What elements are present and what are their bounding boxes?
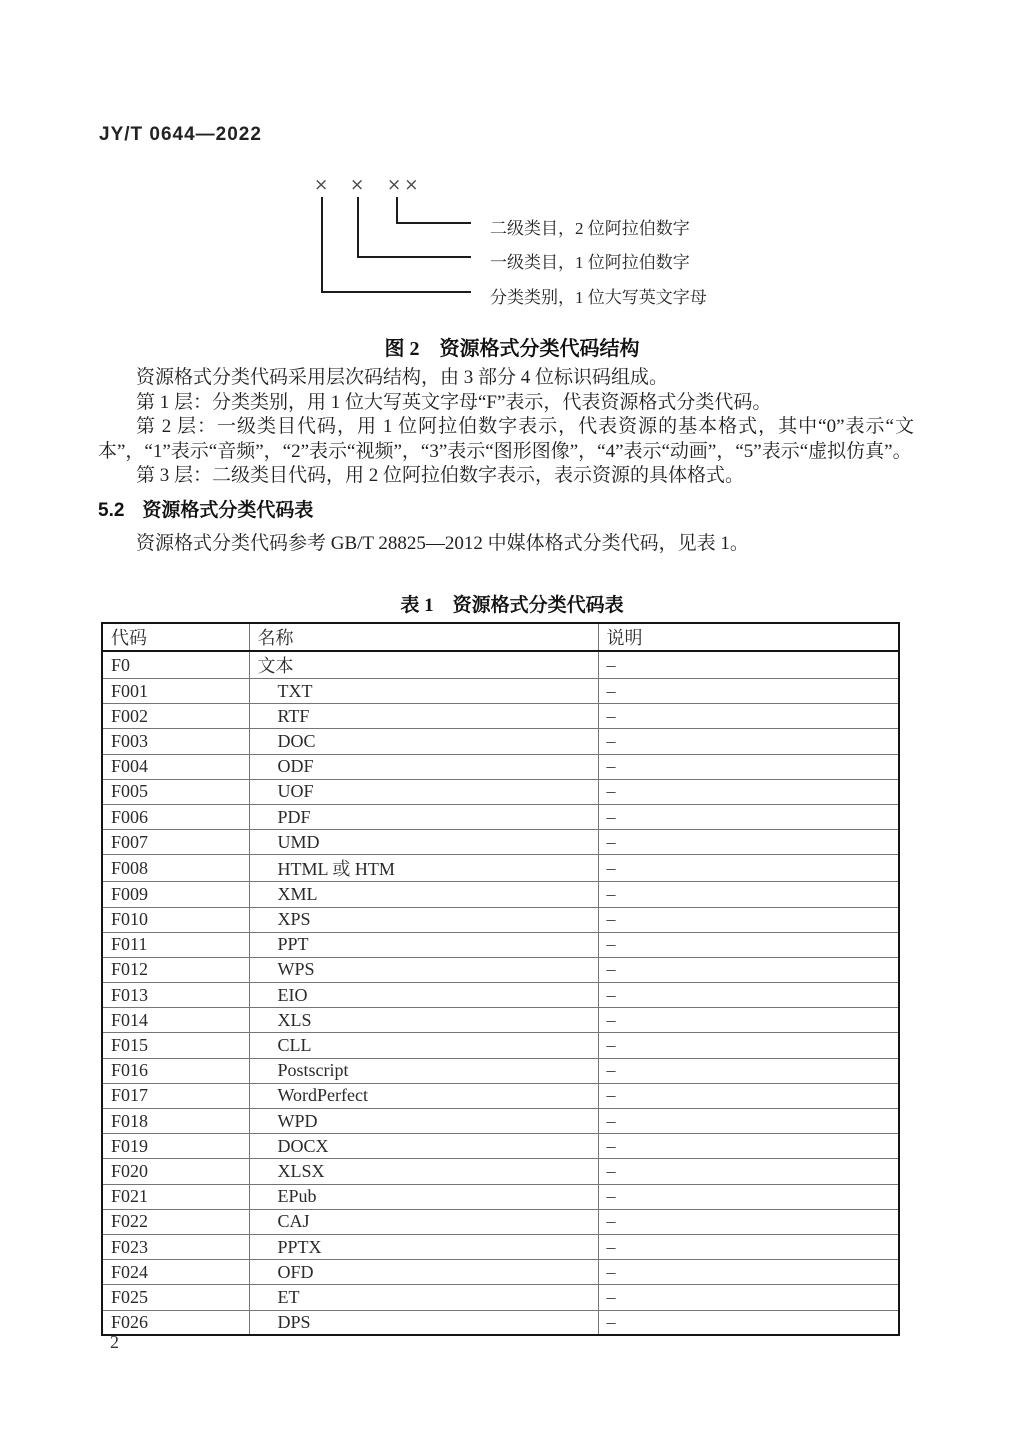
- cell-code: F016: [102, 1058, 249, 1083]
- cell-code: F005: [102, 779, 249, 804]
- cell-description: –: [598, 729, 899, 754]
- column-header-code: 代码: [102, 623, 249, 651]
- cell-name: XPS: [249, 907, 598, 932]
- cell-name: XLSX: [249, 1159, 598, 1184]
- cell-name: ET: [249, 1285, 598, 1310]
- page-number: 2: [110, 1332, 119, 1352]
- cell-name: CAJ: [249, 1209, 598, 1234]
- cell-code: F014: [102, 1008, 249, 1033]
- cell-description: –: [598, 882, 899, 907]
- table-row: [102, 651, 899, 679]
- cell-description: –: [598, 932, 899, 957]
- cell-name: EPub: [249, 1184, 598, 1209]
- cell-code: F017: [102, 1083, 249, 1108]
- table-row: [102, 1134, 899, 1159]
- table-row: [102, 1083, 899, 1108]
- cell-name: PDF: [249, 804, 598, 829]
- cell-description: –: [598, 1134, 899, 1159]
- cell-name: WordPerfect: [249, 1083, 598, 1108]
- cell-description: –: [598, 1209, 899, 1234]
- cell-code: F020: [102, 1159, 249, 1184]
- cell-name: UOF: [249, 779, 598, 804]
- cell-code: F008: [102, 855, 249, 882]
- callout-line-level1-vertical: [357, 197, 359, 258]
- cell-description: –: [598, 1260, 899, 1285]
- table-row: [102, 855, 899, 882]
- figure-caption: 图 2 资源格式分类代码结构: [384, 338, 640, 360]
- table-row: [102, 1234, 899, 1259]
- table-row: [102, 704, 899, 729]
- callout-label-category: 分类类别，1 位大写英文字母: [490, 288, 707, 307]
- cell-code: F010: [102, 907, 249, 932]
- table-row: [102, 1285, 899, 1310]
- cell-name: DPS: [249, 1310, 598, 1335]
- cell-code: F012: [102, 957, 249, 982]
- cell-description: –: [598, 907, 899, 932]
- format-table-body: [102, 651, 899, 1335]
- table-row: [102, 754, 899, 779]
- cell-code: F009: [102, 882, 249, 907]
- cell-description: –: [598, 651, 899, 679]
- cell-description: –: [598, 1058, 899, 1083]
- cell-name: HTML 或 HTM: [249, 855, 598, 882]
- cell-description: –: [598, 1159, 899, 1184]
- table-row: [102, 1159, 899, 1184]
- cell-description: –: [598, 704, 899, 729]
- callout-line-level2-vertical: [396, 197, 398, 224]
- cell-description: –: [598, 779, 899, 804]
- table-row: [102, 830, 899, 855]
- table-row: [102, 1109, 899, 1134]
- cell-description: –: [598, 855, 899, 882]
- cell-name: XLS: [249, 1008, 598, 1033]
- cell-code: F022: [102, 1209, 249, 1234]
- cell-description: –: [598, 957, 899, 982]
- cell-code: F025: [102, 1285, 249, 1310]
- cell-code: F011: [102, 932, 249, 957]
- category-placeholder-mark: ×: [314, 175, 332, 195]
- section-title: 资源格式分类代码表: [142, 499, 314, 521]
- cell-description: –: [598, 1109, 899, 1134]
- cell-description: –: [598, 1285, 899, 1310]
- callout-line-category-horizontal: [321, 291, 471, 293]
- table-row: [102, 957, 899, 982]
- cell-description: –: [598, 804, 899, 829]
- cell-code: F013: [102, 983, 249, 1008]
- cell-code: F018: [102, 1109, 249, 1134]
- column-header-description: 说明: [598, 623, 899, 651]
- table-row: [102, 882, 899, 907]
- cell-code: F004: [102, 754, 249, 779]
- cell-description: –: [598, 1008, 899, 1033]
- cell-code: F021: [102, 1184, 249, 1209]
- section-heading: [98, 499, 914, 524]
- cell-name: WPS: [249, 957, 598, 982]
- table-row: [102, 1209, 899, 1234]
- section-number: 5.2: [98, 499, 125, 521]
- cell-code: F002: [102, 704, 249, 729]
- level1-placeholder-mark: ×: [350, 175, 368, 195]
- body-text: [98, 366, 914, 557]
- cell-name: OFD: [249, 1260, 598, 1285]
- table-header-row: [102, 623, 899, 651]
- callout-label-level1: 一级类目，1 位阿拉伯数字: [490, 253, 690, 272]
- callout-line-level2-horizontal: [396, 222, 471, 224]
- cell-code: F015: [102, 1033, 249, 1058]
- table-row: [102, 679, 899, 704]
- cell-description: –: [598, 679, 899, 704]
- cell-code: F0: [102, 651, 249, 679]
- table-row: [102, 983, 899, 1008]
- cell-description: –: [598, 1310, 899, 1335]
- cell-name: 文本: [249, 651, 598, 679]
- paragraph-structure-overview: 资源格式分类代码采用层次码结构，由 3 部分 4 位标识码组成。: [136, 367, 669, 388]
- cell-name: Postscript: [249, 1058, 598, 1083]
- format-code-table: [101, 622, 900, 1336]
- cell-description: –: [598, 1033, 899, 1058]
- cell-name: RTF: [249, 704, 598, 729]
- cell-name: CLL: [249, 1033, 598, 1058]
- cell-code: F001: [102, 679, 249, 704]
- cell-name: PPTX: [249, 1234, 598, 1259]
- cell-name: DOC: [249, 729, 598, 754]
- cell-code: F019: [102, 1134, 249, 1159]
- table-row: [102, 1184, 899, 1209]
- paragraph-layer2: 第 2 层：一级类目代码，用 1 位阿拉伯数字表示，代表资源的基本格式，其中“0”表示“文本”，“1”表示“音频”，“2”表示“视频”，“3”表示“图形图像”，“4”表示“动画”，“5”表示“虚拟仿真”。: [98, 416, 914, 462]
- table-row: [102, 1008, 899, 1033]
- table-row: [102, 1033, 899, 1058]
- table-row: [102, 779, 899, 804]
- table-row: [102, 1310, 899, 1335]
- cell-name: TXT: [249, 679, 598, 704]
- table-row: [102, 729, 899, 754]
- cell-description: –: [598, 1184, 899, 1209]
- cell-description: –: [598, 830, 899, 855]
- cell-name: UMD: [249, 830, 598, 855]
- cell-name: PPT: [249, 932, 598, 957]
- table-row: [102, 1260, 899, 1285]
- cell-description: –: [598, 1234, 899, 1259]
- table-row: [102, 932, 899, 957]
- cell-code: F007: [102, 830, 249, 855]
- callout-line-category-vertical: [321, 197, 323, 293]
- cell-code: F023: [102, 1234, 249, 1259]
- cell-code: F024: [102, 1260, 249, 1285]
- level2-placeholder-mark: ××: [387, 175, 422, 195]
- cell-description: –: [598, 983, 899, 1008]
- table-caption: 表 1 资源格式分类代码表: [400, 595, 624, 616]
- cell-description: –: [598, 754, 899, 779]
- cell-description: –: [598, 1083, 899, 1108]
- cell-code: F026: [102, 1310, 249, 1335]
- column-header-name: 名称: [249, 623, 598, 651]
- standard-number: JY/T 0644—2022: [99, 124, 262, 145]
- table-row: [102, 804, 899, 829]
- cell-name: WPD: [249, 1109, 598, 1134]
- cell-name: XML: [249, 882, 598, 907]
- cell-name: EIO: [249, 983, 598, 1008]
- table-row: [102, 1058, 899, 1083]
- paragraph-layer1: 第 1 层：分类类别，用 1 位大写英文字母“F”表示，代表资源格式分类代码。: [136, 391, 772, 413]
- cell-code: F003: [102, 729, 249, 754]
- cell-name: ODF: [249, 754, 598, 779]
- callout-line-level1-horizontal: [357, 256, 471, 258]
- paragraph-layer3: 第 3 层：二级类目代码，用 2 位阿拉伯数字表示，表示资源的具体格式。: [136, 465, 745, 486]
- table-row: [102, 907, 899, 932]
- cell-code: F006: [102, 804, 249, 829]
- paragraph-table-intro: 资源格式分类代码参考 GB/T 28825—2012 中媒体格式分类代码，见表 1。: [136, 533, 749, 554]
- callout-label-level2: 二级类目，2 位阿拉伯数字: [490, 219, 690, 238]
- cell-name: DOCX: [249, 1134, 598, 1159]
